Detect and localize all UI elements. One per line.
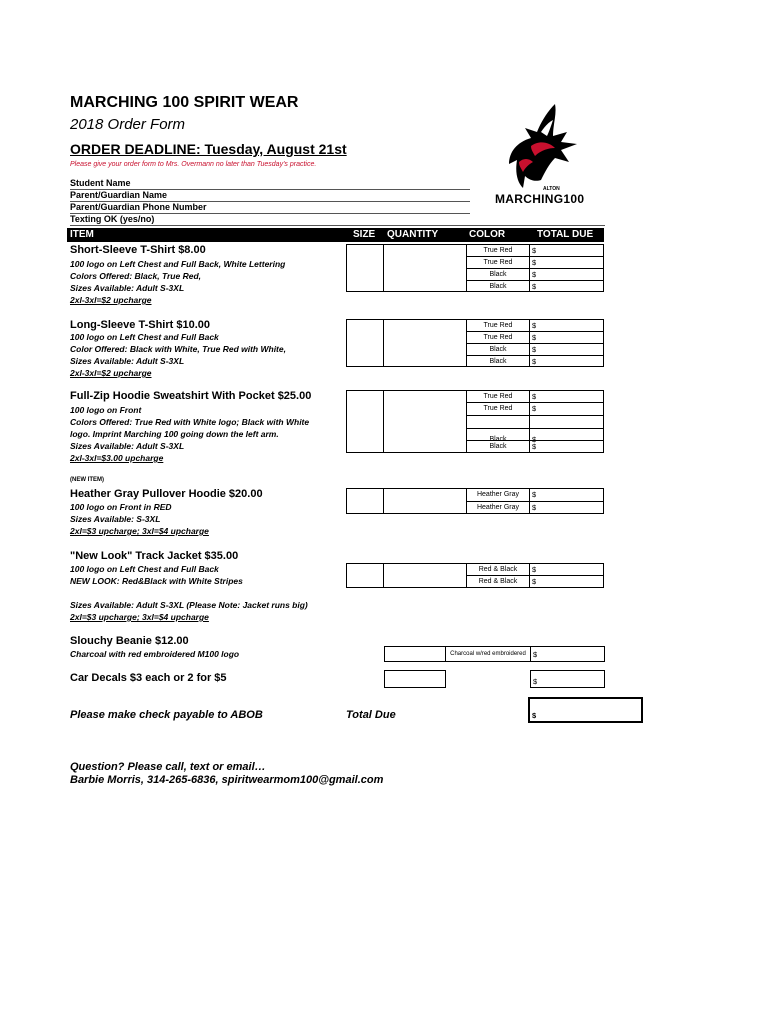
order-deadline: ORDER DEADLINE: Tuesday, August 21st <box>70 141 347 157</box>
color-cell: True Red <box>466 331 530 344</box>
quantity-cell[interactable] <box>383 390 467 453</box>
color-cell <box>466 415 530 429</box>
color-cell: Black <box>466 280 530 292</box>
header-size: SIZE <box>353 229 376 240</box>
header-item: ITEM <box>70 229 94 240</box>
size-cell[interactable] <box>346 488 384 514</box>
form-title: MARCHING 100 SPIRIT WEAR <box>70 94 299 111</box>
question-line: Question? Please call, text or email… <box>70 761 266 773</box>
color-cell: Heather Gray <box>466 501 530 514</box>
texting-ok-field[interactable]: Texting OK (yes/no) <box>70 213 605 226</box>
color-cell: True Red <box>466 256 530 269</box>
new-item-tag: (NEW ITEM) <box>70 477 104 483</box>
quantity-cell[interactable] <box>383 563 467 588</box>
grand-total-cell[interactable]: $ <box>528 697 643 723</box>
total-cell[interactable]: $ <box>529 488 604 502</box>
marching100-logo <box>495 102 605 210</box>
size-cell[interactable] <box>346 563 384 588</box>
item-title-track-jacket: "New Look" Track Jacket $35.00 <box>70 550 239 562</box>
total-cell[interactable]: $ <box>529 428 604 441</box>
color-cell: Black <box>466 268 530 281</box>
total-cell[interactable]: $ <box>529 390 604 403</box>
size-cell[interactable] <box>346 390 384 453</box>
header-total-due: TOTAL DUE <box>537 229 594 240</box>
item-title-car-decals: Car Decals $3 each or 2 for $5 <box>70 672 227 684</box>
beanie-desc: Charcoal with red embroidered M100 logo <box>70 649 240 659</box>
total-cell[interactable]: $ <box>529 563 604 576</box>
total-cell[interactable]: $ <box>529 331 604 344</box>
color-cell: True Red <box>466 244 530 257</box>
item-title-heather-gray-hoodie: Heather Gray Pullover Hoodie $20.00 <box>70 488 263 500</box>
quantity-cell[interactable] <box>383 319 467 367</box>
item-extra: Sizes Available: Adult S-3XL (Please Note: Jacket runs big) 2xl=$3 upcharge; 3xl=$4 upcharge <box>70 600 308 622</box>
item-title-long-sleeve: Long-Sleeve T-Shirt $10.00 <box>70 319 210 331</box>
item-title-beanie: Slouchy Beanie $12.00 <box>70 635 189 647</box>
contact-line: Barbie Morris, 314-265-6836, spiritwearmom100@gmail.com <box>70 774 384 786</box>
color-cell: Black <box>466 440 530 453</box>
color-cell: Black <box>466 428 530 441</box>
beanie-quantity-cell[interactable] <box>384 646 446 662</box>
logo-alton-text: ALTON <box>543 186 560 192</box>
color-cell: True Red <box>466 402 530 416</box>
decals-total-cell[interactable]: $ <box>530 670 605 688</box>
header-quantity: QUANTITY <box>387 229 439 240</box>
color-cell: Heather Gray <box>466 488 530 502</box>
total-due-label: Total Due <box>346 709 396 721</box>
total-cell[interactable]: $ <box>529 575 604 588</box>
total-cell[interactable]: $ <box>529 256 604 269</box>
parent-phone-field[interactable]: Parent/Guardian Phone Number <box>70 201 470 214</box>
parent-name-field[interactable]: Parent/Guardian Name <box>70 189 470 202</box>
total-cell[interactable]: $ <box>529 501 604 514</box>
total-cell[interactable] <box>529 415 604 429</box>
color-cell: Black <box>466 355 530 367</box>
color-cell: True Red <box>466 390 530 403</box>
logo-marching100-text: MARCHING100 <box>495 192 585 206</box>
item-desc: 100 logo on Left Chest and Full Back, White Lettering Colors Offered: Black, True Red, Sizes Available: Adult S-3XL 2xl-3xl=$2 upcharge <box>70 259 286 305</box>
deadline-instructions: Please give your order form to Mrs. Overmann no later than Tuesday's practice. <box>70 161 317 168</box>
item-desc: 100 logo on Front in RED Sizes Available: S-3XL 2xl=$3 upcharge; 3xl=$4 upcharge <box>70 502 209 536</box>
student-name-field[interactable]: Student Name <box>70 177 470 190</box>
total-cell[interactable]: $ <box>529 343 604 356</box>
size-cell[interactable] <box>346 319 384 367</box>
color-cell: Red & Black <box>466 575 530 588</box>
item-title-short-sleeve: Short-Sleeve T-Shirt $8.00 <box>70 244 206 256</box>
table-header <box>67 228 604 242</box>
quantity-cell[interactable] <box>383 488 467 514</box>
total-cell[interactable]: $ <box>529 355 604 367</box>
size-cell[interactable] <box>346 244 384 292</box>
beanie-color-cell: Charcoal w/red embroidered <box>445 646 531 662</box>
total-cell[interactable]: $ <box>529 440 604 453</box>
total-cell[interactable]: $ <box>529 244 604 257</box>
item-desc: 100 logo on Left Chest and Full Back Color Offered: Black with White, True Red with White, Sizes Available: Adult S-3XL 2xl-3xl=$2 upcharge <box>70 332 286 378</box>
total-cell[interactable]: $ <box>529 280 604 292</box>
header-color: COLOR <box>469 229 506 240</box>
check-payable-note: Please make check payable to ABOB <box>70 709 263 721</box>
beanie-total-cell[interactable]: $ <box>530 646 605 662</box>
item-title-full-zip-hoodie: Full-Zip Hoodie Sweatshirt With Pocket $25.00 <box>70 390 312 402</box>
color-cell: Red & Black <box>466 563 530 576</box>
item-desc: 100 logo on Front Colors Offered: True Red with White logo; Black with White logo. Imprint Marching 100 going down the left arm. Sizes Available: Adult S-3XL 2xl-3xl=$3.00 upcharge <box>70 405 310 463</box>
form-subtitle: 2018 Order Form <box>70 116 186 133</box>
total-cell[interactable]: $ <box>529 268 604 281</box>
decals-quantity-cell[interactable] <box>384 670 446 688</box>
quantity-cell[interactable] <box>383 244 467 292</box>
item-desc: 100 logo on Left Chest and Full Back NEW LOOK: Red&Black with White Stripes <box>70 564 243 586</box>
color-cell: Black <box>466 343 530 356</box>
total-cell[interactable]: $ <box>529 319 604 332</box>
color-cell: True Red <box>466 319 530 332</box>
total-cell[interactable]: $ <box>529 402 604 416</box>
